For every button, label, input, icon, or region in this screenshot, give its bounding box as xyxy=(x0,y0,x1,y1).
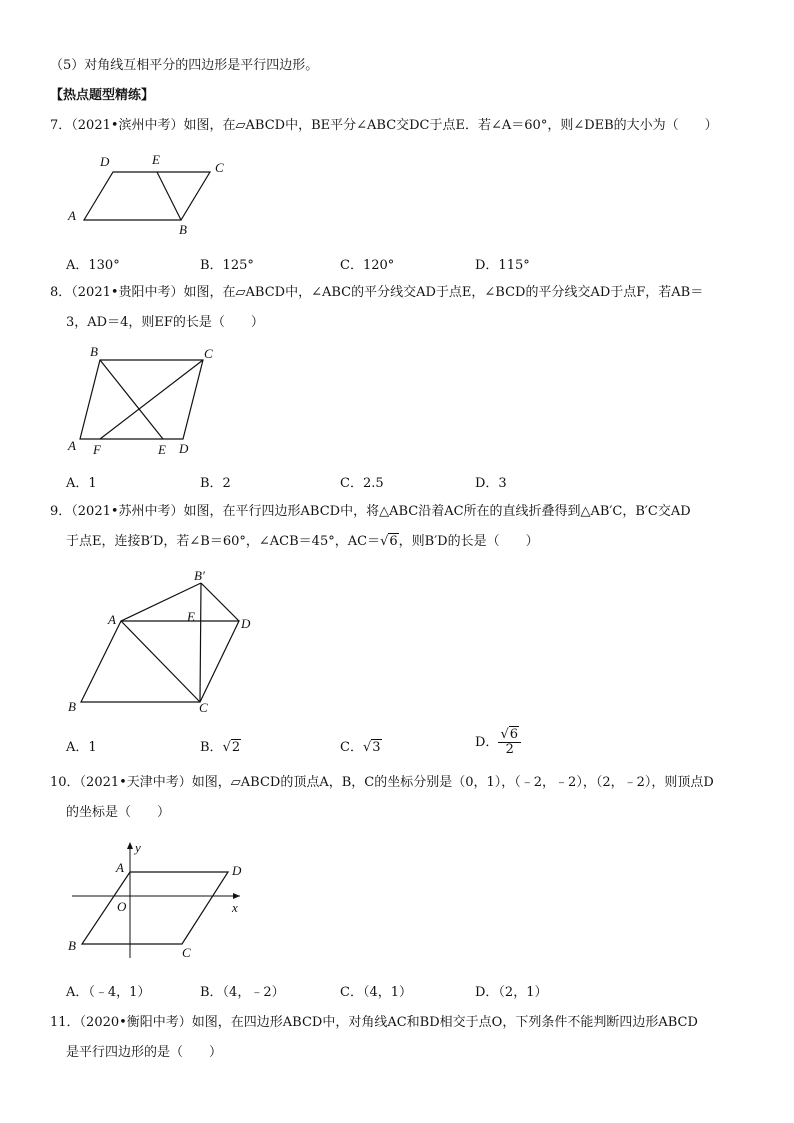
q7-option-b[interactable]: B．125° xyxy=(200,258,254,273)
q8-parallelogram xyxy=(80,360,203,439)
q8-option-d[interactable]: D．3 xyxy=(475,476,507,491)
q10-label-a: A xyxy=(116,860,124,875)
q9-figure xyxy=(60,566,270,716)
q10-label-b: B xyxy=(68,938,76,953)
q8-label-e: E xyxy=(158,442,166,457)
q8-label-d: D xyxy=(179,441,189,456)
q7-label-a: A xyxy=(68,208,76,223)
q9-label-d: D xyxy=(241,616,251,631)
q8-option-c[interactable]: C．2.5 xyxy=(340,476,384,491)
q9-option-c-sqrt: √3 xyxy=(362,740,381,755)
q9-label-c: C xyxy=(199,700,208,715)
q9-option-b-sqrt: √2 xyxy=(222,740,241,755)
q8-segment-cf xyxy=(100,360,203,439)
q9-option-d-radicand: 6 xyxy=(509,727,519,742)
q9-label-b: B xyxy=(68,699,76,714)
q10-parallelogram xyxy=(82,872,228,944)
q7-label-e: E xyxy=(152,152,160,167)
q9-label-e: E xyxy=(187,609,195,624)
q9-option-d-prefix: D． xyxy=(475,735,499,750)
q10-option-d[interactable]: D．（2，1） xyxy=(475,985,548,1000)
q7-figure xyxy=(60,148,240,238)
q10-label-x: x xyxy=(232,900,238,915)
q9-option-a[interactable]: A．1 xyxy=(66,740,97,755)
section-heading: 【热点题型精练】 xyxy=(50,88,155,103)
q7-stem: 7．（2021•滨州中考）如图，在▱ABCD中，BE平分∠ABC交DC于点E．若∠A＝60°，则∠DEB的大小为（ ） xyxy=(50,118,718,133)
q10-stem-line2: 的坐标是（ ） xyxy=(66,805,171,820)
q9-diagonal-ac xyxy=(121,621,200,702)
q9-sqrt6: √6 xyxy=(380,534,398,549)
q10-label-c: C xyxy=(182,945,191,960)
q10-label-d: D xyxy=(232,863,242,878)
q7-label-b: B xyxy=(179,222,187,237)
q9-option-d-denominator: 2 xyxy=(505,742,514,757)
q9-option-d[interactable] xyxy=(475,728,521,757)
q9-label-b-prime: B′ xyxy=(194,568,205,583)
q7-option-c[interactable]: C．120° xyxy=(340,258,395,273)
q8-label-a: A xyxy=(68,438,76,453)
q10-option-a[interactable]: A．（﹣4，1） xyxy=(66,985,151,1000)
q9-sqrt6-radicand: 6 xyxy=(389,534,398,549)
q8-label-f: F xyxy=(93,442,101,457)
q9-option-c-prefix: C． xyxy=(340,740,363,755)
q10-stem-line1: 10．（2021•天津中考）如图，▱ABCD的顶点A，B，C的坐标分别是（0，1），（﹣2，﹣2），（2，﹣2），则顶点D xyxy=(50,775,714,790)
q11-stem-line2: 是平行四边形的是（ ） xyxy=(66,1045,223,1060)
q9-stem-line1: 9．（2021•苏州中考）如图，在平行四边形ABCD中，将△ABC沿着AC所在的直线折叠得到△AB′C，B′C交AD xyxy=(50,504,691,519)
q11-stem-line1: 11．（2020•衡阳中考）如图，在四边形ABCD中，对角线AC和BD相交于点O，下列条件不能判断四边形ABCD xyxy=(50,1015,698,1030)
q8-segment-be xyxy=(100,360,163,439)
q9-label-a: A xyxy=(108,612,116,627)
q9-option-b-prefix: B． xyxy=(200,740,223,755)
q8-stem-line2: 3，AD＝4，则EF的长是（ ） xyxy=(66,315,264,330)
q10-option-b[interactable]: B．（4，﹣2） xyxy=(200,985,285,1000)
q9-option-d-sqrt: √6 xyxy=(500,727,519,742)
q10-label-o: O xyxy=(117,899,127,914)
q7-segment-be xyxy=(157,172,181,220)
q7-option-d[interactable]: D．115° xyxy=(475,258,530,273)
q7-label-d: D xyxy=(100,154,110,169)
q9-option-c[interactable] xyxy=(340,736,382,755)
q8-option-a[interactable]: A．1 xyxy=(66,476,97,491)
q10-label-y: y xyxy=(135,840,141,855)
q9-segment-b-prime-d xyxy=(201,583,239,621)
q8-figure xyxy=(60,342,230,462)
q10-option-c[interactable]: C．（4，1） xyxy=(340,985,412,1000)
q10-y-axis-arrow xyxy=(127,842,133,849)
q9-option-b[interactable] xyxy=(200,736,241,755)
q7-label-c: C xyxy=(215,160,224,175)
q9-segment-b-prime-c xyxy=(200,583,201,702)
q8-stem-line1: 8．（2021•贵阳中考）如图，在▱ABCD中，∠ABC的平分线交AD于点E，∠BCD的平分线交AD于点F，若AB＝ xyxy=(50,285,704,300)
q10-figure xyxy=(60,838,260,968)
q9-option-d-fraction xyxy=(498,728,521,757)
q7-parallelogram xyxy=(84,172,210,220)
q8-label-c: C xyxy=(204,346,213,361)
theorem-item-5: （5）对角线互相平分的四边形是平行四边形。 xyxy=(50,58,319,73)
q10-x-axis-arrow xyxy=(233,893,240,899)
q9-stem-line2-post: ，则B′D的长是（ ） xyxy=(398,534,539,549)
q9-option-c-radicand: 3 xyxy=(372,740,381,755)
q8-option-b[interactable]: B．2 xyxy=(200,476,231,491)
q7-option-a[interactable]: A．130° xyxy=(66,258,120,273)
q9-stem-line2 xyxy=(66,532,539,552)
q8-label-b: B xyxy=(90,344,98,359)
q9-stem-line2-pre: 于点E，连接B′D，若∠B＝60°，∠ACB＝45°，AC＝ xyxy=(66,534,381,549)
q9-option-b-radicand: 2 xyxy=(231,740,241,755)
